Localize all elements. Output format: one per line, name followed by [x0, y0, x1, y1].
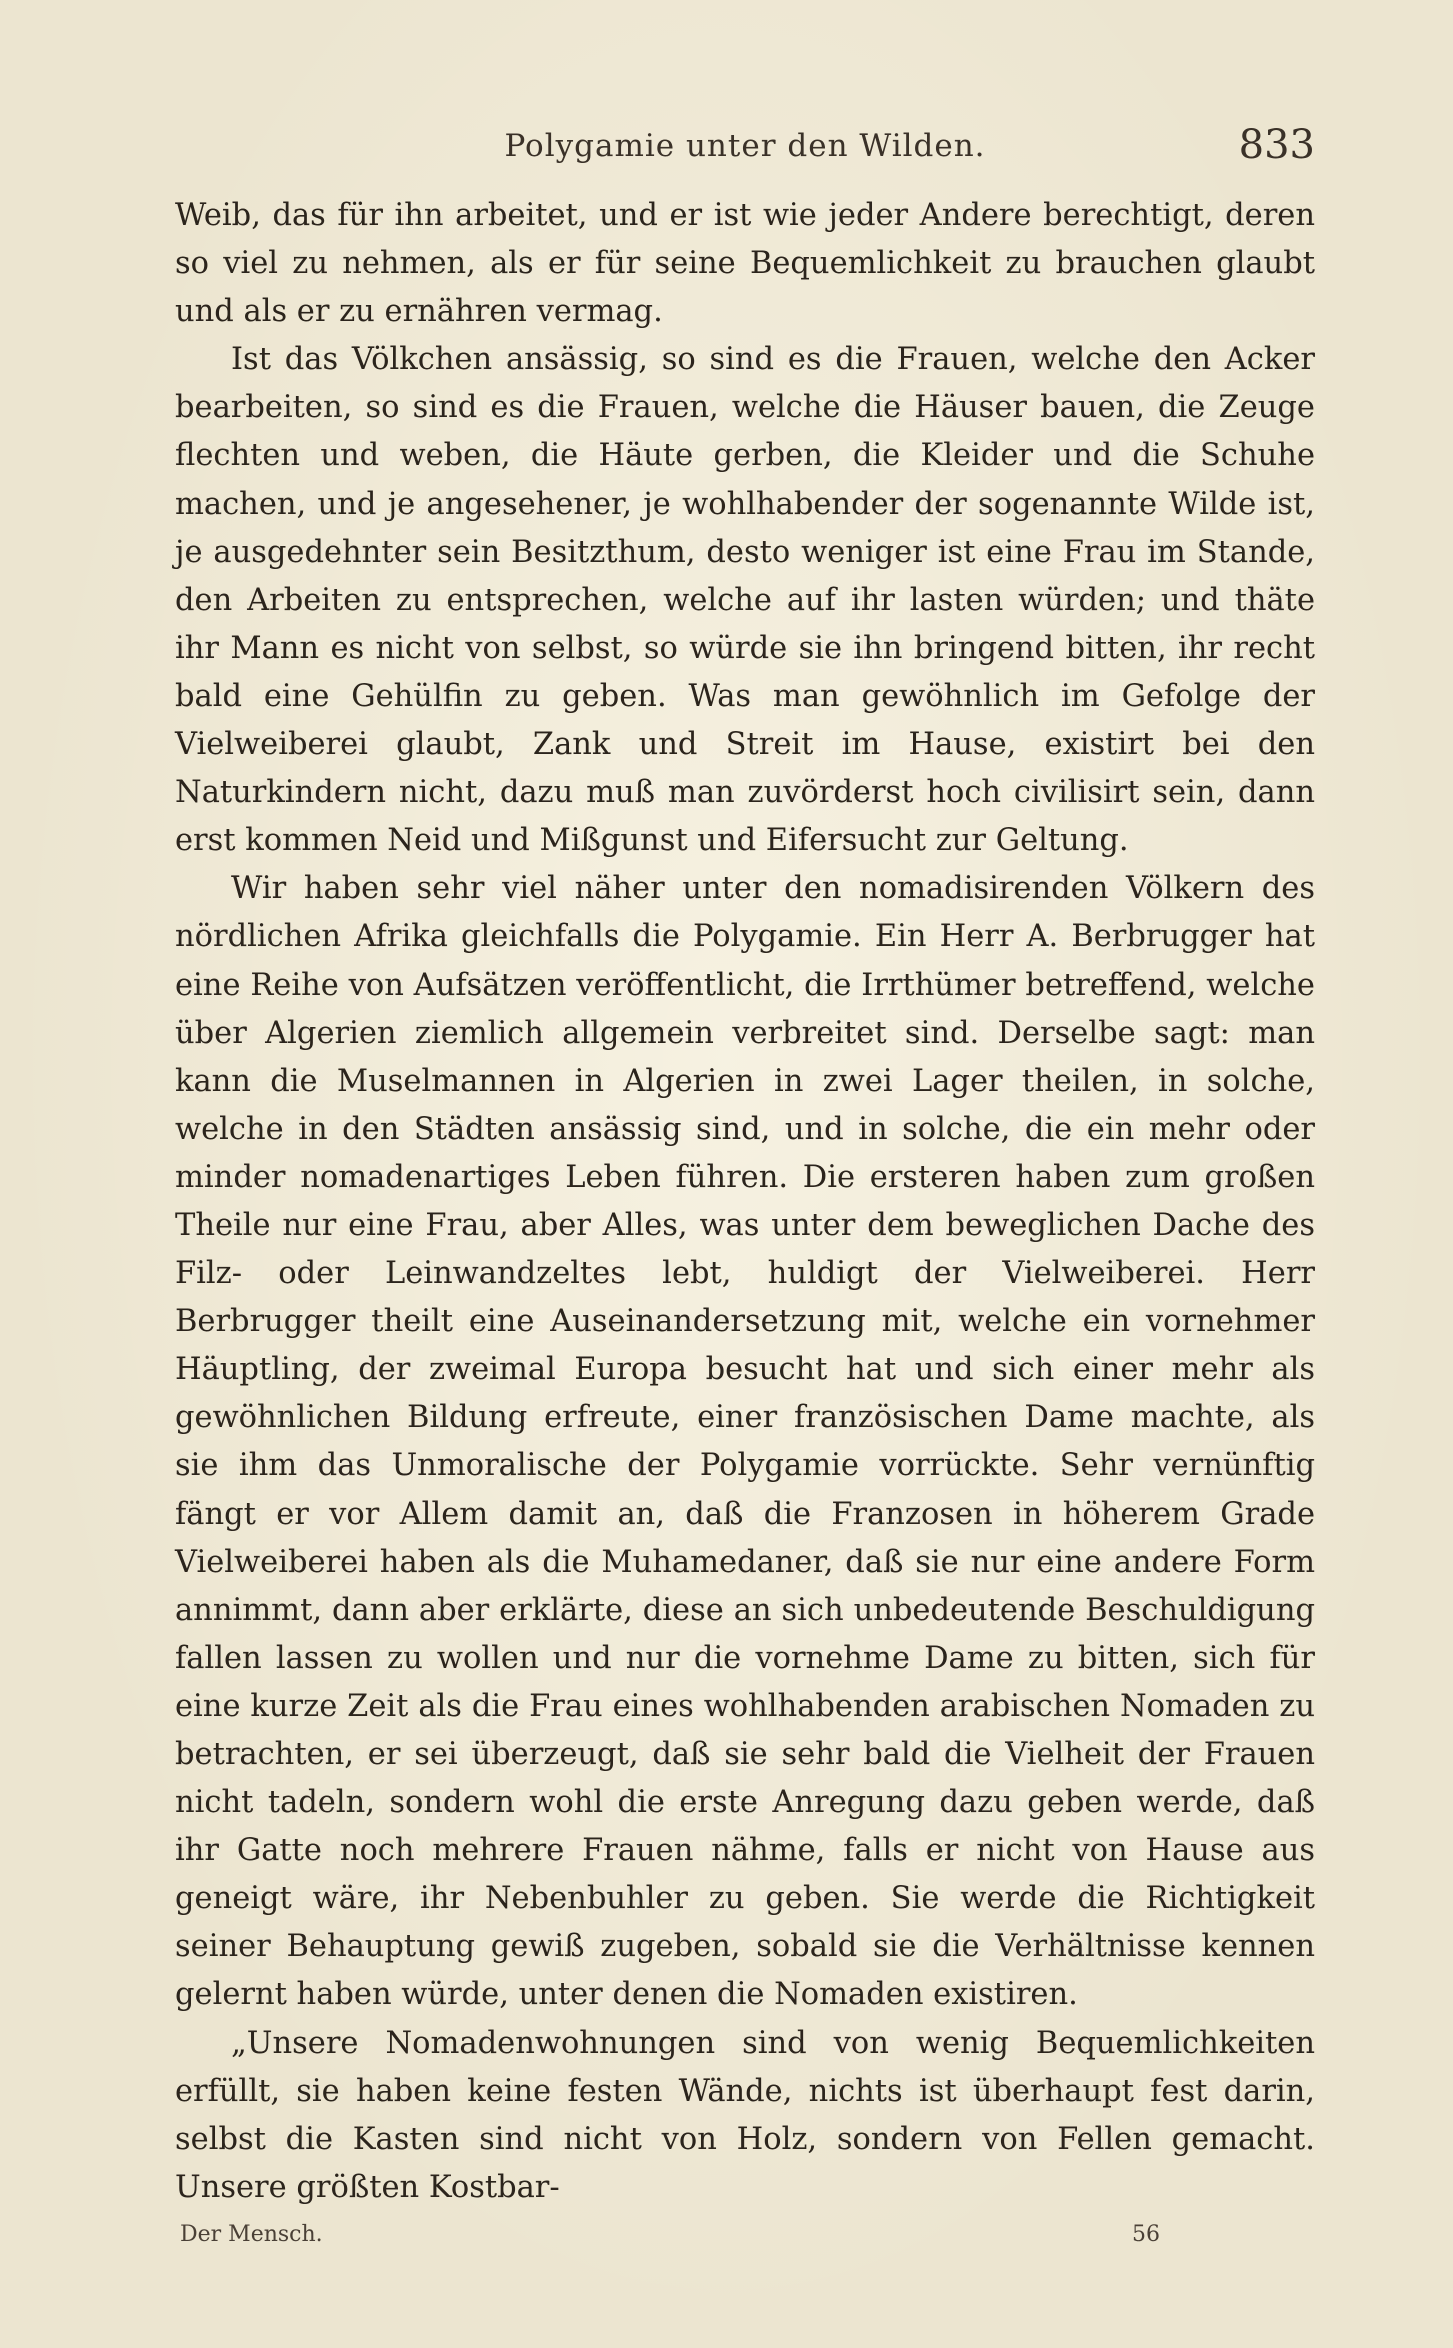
page-footer [180, 2222, 1160, 2262]
page-header [175, 122, 1315, 178]
paragraph-2: Ist das Völkchen ansässig, so sind es die Frauen, welche den Acker bearbeiten, so sind es die Frauen, welche die Häuser bauen, die Zeuge flechten und weben, die Häute gerben, die Kleider und die Schuhe machen, und je angesehener, je wohlhabender der sogenannte Wilde ist, je ausgedehnter sein Besitzthum, desto weniger ist eine Frau im Stande, den Arbeiten zu entsprechen, welche auf ihr lasten würden; und thäte ihr Mann es nicht von selbst, so würde sie ihn bringend bitten, ihr recht bald eine Gehülfin zu geben. Was man gewöhnlich im Gefolge der Vielweiberei glaubt, Zank und Streit im Hause, existirt bei den Naturkindern nicht, dazu muß man zuvörderst hoch civilisirt sein, dann erst kommen Neid und Mißgunst und Eifersucht zur Geltung. [175, 342, 1315, 859]
paragraph-1: Weib, das für ihn arbeitet, und er ist wie jeder Andere berechtigt, deren so viel zu nehmen, als er für seine Bequemlichkeit zu brauchen glaubt und als er zu ernähren vermag. [175, 198, 1315, 330]
page-number: 833 [1238, 122, 1315, 168]
signature-title: Der Mensch. [180, 2222, 323, 2247]
paragraph-3: Wir haben sehr viel näher unter den nomadisirenden Völkern des nördlichen Afrika gleichfalls die Polygamie. Ein Herr A. Berbrugger hat eine Reihe von Aufsätzen veröffentlicht, die Irrthümer betreffend, welche über Algerien ziemlich allgemein verbreitet sind. Derselbe sagt: man kann die Muselmannen in Algerien in zwei Lager theilen, in solche, welche in den Städten ansässig sind, und in solche, die ein mehr oder minder nomadenartiges Leben führen. Die ersteren haben zum großen Theile nur eine Frau, aber Alles, was unter dem beweglichen Dache des Filz- oder Leinwandzeltes lebt, huldigt der Vielweiberei. Herr Berbrugger theilt eine Auseinandersetzung mit, welche ein vornehmer Häuptling, der zweimal Europa besucht hat und sich einer mehr als gewöhnlichen Bildung erfreute, einer französischen Dame machte, als sie ihm das Unmoralische der Polygamie vorrückte. Sehr vernünftig fängt er vor Allem damit an, daß die Franzosen in höherem Grade Vielweiberei haben als die Muhamedaner, daß sie nur eine andere Form annimmt, dann aber erklärte, diese an sich unbedeutende Beschuldigung fallen lassen zu wollen und nur die vornehme Dame zu bitten, sich für eine kurze Zeit als die Frau eines wohlhabenden arabischen Nomaden zu betrachten, er sei überzeugt, daß sie sehr bald die Vielheit der Frauen nicht tadeln, sondern wohl die erste Anregung dazu geben werde, daß ihr Gatte noch mehrere Frauen nähme, falls er nicht von Hause aus geneigt wäre, ihr Nebenbuhler zu geben. Sie werde die Richtigkeit seiner Behauptung gewiß zugeben, sobald sie die Verhältnisse kennen gelernt haben würde, unter denen die Nomaden existiren. [175, 871, 1315, 2013]
paragraph-4: „Unsere Nomadenwohnungen sind von wenig Bequemlichkeiten erfüllt, sie haben keine festen Wände, nichts ist überhaupt fest darin, selbst die Kasten sind nicht von Holz, sondern von Fellen gemacht. Unsere größten Kostbar- [175, 2025, 1315, 2205]
sheet-number: 56 [1132, 2222, 1160, 2247]
body-text [175, 192, 1315, 2212]
running-title: Polygamie unter den Wilden. [504, 128, 986, 164]
